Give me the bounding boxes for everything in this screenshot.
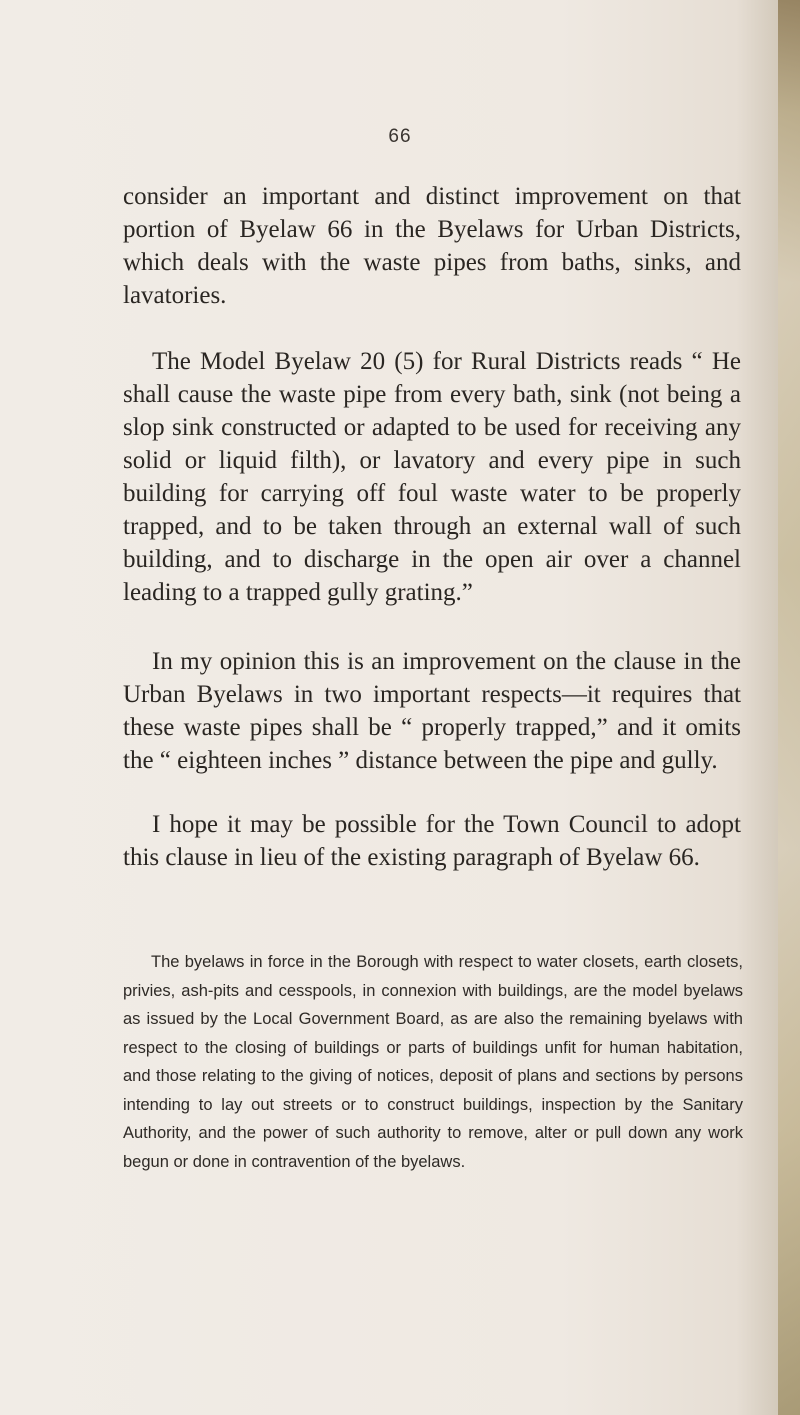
page-number: 66 — [388, 126, 412, 147]
paragraph-byelaws-in-force: The byelaws in force in the Borough with respect to water closets, earth closets, privies, ash-pits and cesspools, in connexion with buildings, are the model byelaws as issued by the Local Government Board, as are also the remaining byelaws with respect to the closing of buildings or parts of buildings unfit for human habitation, and those relating to the giving of notices, deposit of plans and sections by persons intending to lay out streets or to construct buildings, inspection by the Sanitary Authority, and the power of such authority to remove, alter or pull down any work begun or done in contravention of the byelaws. — [123, 953, 743, 1171]
page-edge — [778, 0, 800, 1415]
paragraph-model-byelaw: The Model Byelaw 20 (5) for Rural Districts reads “ He shall cause the waste pipe from every bath, sink (not being a slop sink constructed or adapted to be used for receiving any solid or liquid filth), or lavatory and every pipe in such building for carrying off foul waste water to be properly trapped, and to be taken through an external wall of such building, and to discharge in the open air over a channel leading to a trapped gully grating.” — [123, 348, 741, 606]
paragraph-hope: I hope it may be possible for the Town Council to adopt this clause in lieu of the existing paragraph of Byelaw 66. — [123, 811, 741, 871]
paragraph-opinion: In my opinion this is an improvement on the clause in the Urban Byelaws in two important respects—it requires that these waste pipes shall be “ properly trapped,” and it omits the “ eighteen inches ” distance between the pipe and gully. — [123, 648, 741, 774]
paragraph-continuation: consider an important and distinct improvement on that portion of Byelaw 66 in the Byelaws for Urban Districts, which deals with the waste pipes from baths, sinks, and lavatories. — [123, 183, 741, 309]
